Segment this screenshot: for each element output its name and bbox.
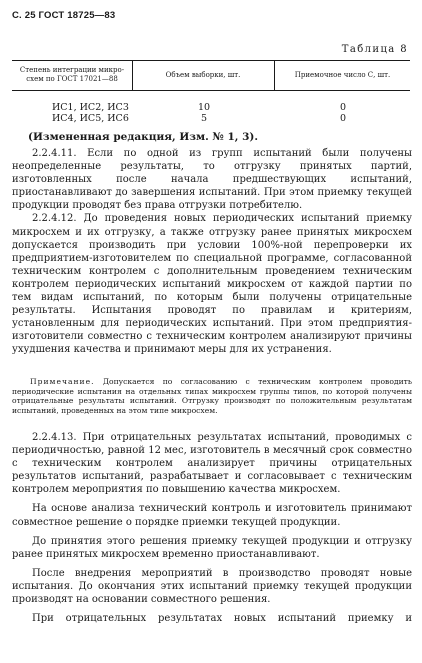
table-cell-accept: 0 — [339, 113, 347, 124]
table-cell-accept: 0 — [339, 102, 347, 113]
table-caption: Таблица 8 — [341, 44, 408, 55]
paragraph: 2.2.4.12. До проведения новых периодических испытаний приемку микросхем и их отгрузку, а также отгрузку ранее принятых микросхем допускается производить при условии 100%-ной перепроверки их предприятием-изготовителем по специальной программе, согласованной техническим контролем с дополнительным проведением техническим контролем периодических испытаний микросхем от каждой партии по тем видам испытаний, по которым были получены отрицательные результаты. Испытания проводят по правилам и критериям, установленным для периодических испытаний. При этом предприятия-изготовители совместно с техническим контролем анализируют причины ухудшения качества и принимают меры для их устранения. — [12, 213, 412, 356]
page-header: С. 25 ГОСТ 18725—83 — [12, 10, 116, 21]
body-text-section-2 — [12, 431, 412, 625]
amendment-note: (Измененная редакция, Изм. № 1, 3). — [28, 131, 259, 143]
paragraph: При отрицательных результатах новых испытаний приемку и — [32, 613, 412, 625]
note-text: Допускается по согласованию с техническим контролем проводить периодические испытания на отдельных типах микросхем группы типов, по которой получены отрицательные результаты испытаний. Отгрузку производят по положительным результатам испытаний, проведенных на этом типе микросхем. — [12, 377, 412, 415]
paragraph: 2.2.4.13. При отрицательных результатах испытаний, проводимых с периодичностью, равной 12 мес, изготовитель в месячный срок совместно с техническим контролем анализирует причины отрицательных результатов испытаний, разрабатывает и согласовывает с техническим контролем мероприятия по повышению качества микросхем. — [12, 432, 412, 496]
column-header-sample-size: Объем выборки, шт. — [165, 71, 241, 79]
paragraph: 2.2.4.11. Если по одной из групп испытаний были получены неопределенные результаты, то отгрузку принятых партий, изготовленных после начала предшествующих испытаний, приостанавливают до завершения испытаний. При этом приемку текущей продукции проводят без права отгрузки потребителю. — [12, 148, 412, 212]
table-cell-type: ИС4, ИС5, ИС6 — [52, 113, 129, 124]
column-header-acceptance: Приемочное число С, шт. — [294, 71, 391, 79]
table-cell-sample: 5 — [200, 113, 208, 124]
paragraph: До принятия этого решения приемку текущей продукции и отгрузку ранее принятых микросхем временно приостанавливают. — [12, 535, 412, 560]
table-header-rule — [12, 90, 410, 91]
column-header-integration: Степень интеграции микро-схем по ГОСТ 17021—88 — [19, 66, 125, 83]
paragraph: На основе анализа технический контроль и изготовитель принимают совместное решение о порядке приемки текущей продукции. — [12, 503, 412, 528]
paragraph: После внедрения мероприятий в производство проводят новые испытания. До окончания этих испытаний приемку текущей продукции производят на основании совместного решения. — [12, 567, 412, 606]
note-label: Примечание. — [30, 377, 95, 386]
table-cell-sample: 10 — [197, 102, 211, 113]
table-top-rule — [12, 60, 410, 61]
table-cell-type: ИС1, ИС2, ИС3 — [52, 102, 129, 113]
body-text-section-1 — [12, 147, 412, 357]
note-block — [12, 377, 412, 415]
